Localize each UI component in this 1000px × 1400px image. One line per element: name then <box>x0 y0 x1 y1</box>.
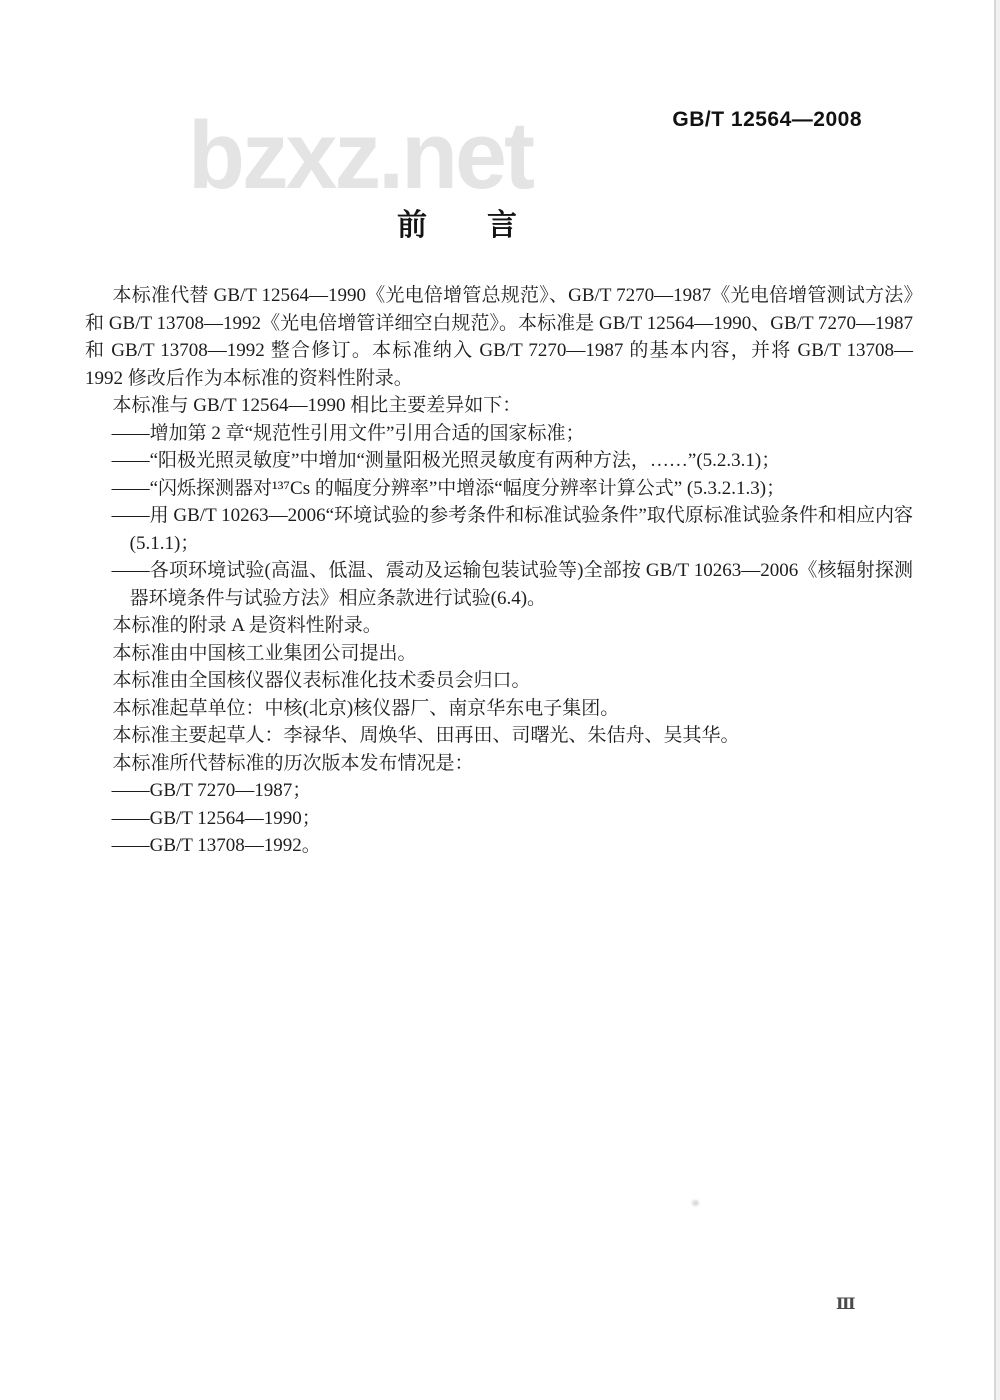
foreword-item-2: ——增加第 2 章“规范性引用文件”引用合适的国家标准； <box>111 422 585 444</box>
page-title: 前 言 <box>397 209 517 242</box>
standard-code: GB/T 12564—2008 <box>672 108 862 131</box>
title-wrap <box>85 200 829 244</box>
foreword-para-11: 本标准主要起草人：李禄华、周焕华、田再田、司曙光、朱佶舟、吴其华。 <box>112 725 740 746</box>
foreword-item-4: ——“闪烁探测器对¹³⁷Cs 的幅度分辨率”中增添“幅度分辨率计算公式” (5.3.2.1.3)； <box>111 477 786 499</box>
foreword-para-0: 本标准代替 GB/T 12564—1990《光电倍增管总规范》、GB/T 7270—1987《光电倍增管测试方法》和 GB/T 13708—1992《光电倍增管详细空白规范》。本标准是 GB/T 12564—1990、GB/T 7270—1987 和 GB/T 13708—1992 整合修订。本标准纳入 GB/T 7270—1987 的基本内容，并将 GB/T 13708—1992 修改后作为本标准的资料性附录。 <box>85 285 913 389</box>
foreword-para-8: 本标准由中国核工业集团公司提出。 <box>112 642 417 664</box>
foreword-item-14: ——GB/T 12564—1990； <box>111 807 321 829</box>
foreword-content <box>85 282 913 860</box>
foreword-para-12: 本标准所代替标准的历次版本发布情况是： <box>112 752 474 774</box>
scan-edge-strip <box>996 0 1000 1400</box>
foreword-item-5: ——用 GB/T 10263—2006“环境试验的参考条件和标准试验条件”取代原标准试验条件和相应内容(5.1.1)； <box>111 505 913 554</box>
page-number: Ⅲ <box>836 1296 857 1313</box>
foreword-item-3: ——“阳极光照灵敏度”中增加“测量阳极光照灵敏度有两种方法，……”(5.2.3.1)； <box>111 450 781 471</box>
scan-edge-line <box>994 0 996 1400</box>
foreword-item-15: ——GB/T 13708—1992。 <box>111 835 321 856</box>
foreword-item-6: ——各项环境试验(高温、低温、震动及运输包装试验等)全部按 GB/T 10263—2006《核辐射探测器环境条件与试验方法》相应条款进行试验(6.4)。 <box>111 560 913 609</box>
watermark-text: bzxz.net <box>188 102 533 209</box>
foreword-item-13: ——GB/T 7270—1987； <box>111 780 312 801</box>
scan-speck <box>692 1200 699 1206</box>
foreword-para-1: 本标准与 GB/T 12564—1990 相比主要差异如下： <box>112 395 522 416</box>
foreword-para-7: 本标准的附录 A 是资料性附录。 <box>112 615 382 636</box>
foreword-para-9: 本标准由全国核仪器仪表标准化技术委员会归口。 <box>112 670 531 691</box>
foreword-para-10: 本标准起草单位：中核(北京)核仪器厂、南京华东电子集团。 <box>112 697 620 719</box>
